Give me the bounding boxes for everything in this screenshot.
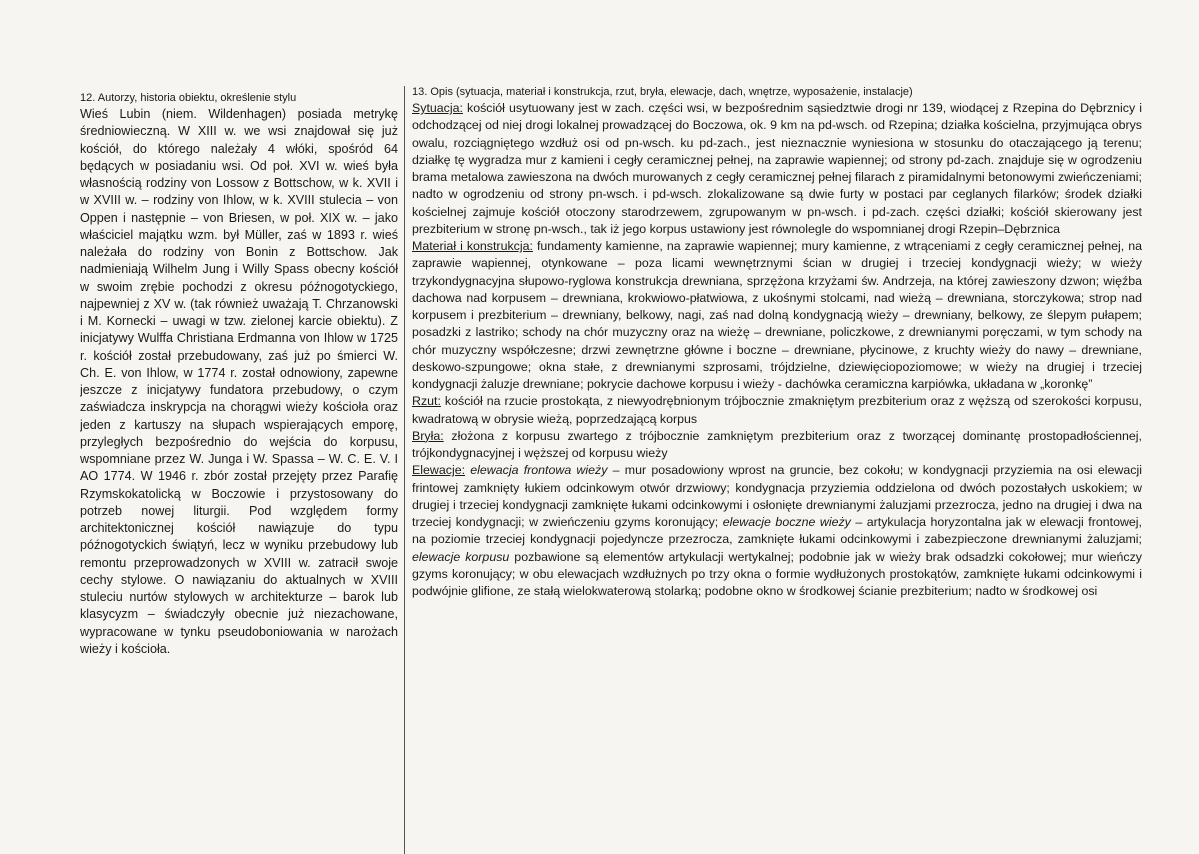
- paragraph-material: [412, 238, 1142, 393]
- label-material: Materiał i konstrukcja:: [412, 239, 533, 253]
- label-bryla: Bryła:: [412, 428, 444, 443]
- text-sytuacja: kościół usytuowany jest w zach. części wsi, w bezpośrednim sąsiedztwie drogi nr 139, wiodącej z Rzepina do Dębrznicy i odchodzącej od niej drogi lokalnej prowadzącej do Boczowa, ok. 9 km na pd-wsch. od Rzepina; działka kościelna, przyjmująca obrys owalu, rozciągniętego wzdłuż osi od pn-wsch. ku pd-zach., jest nieznacznie wyniesiona w stosunku do otaczającego ją terenu; działkę tę wygradza mur z kamieni i cegły ceramicznej pełnej, na zaprawie wapiennej; od strony pd-zach. znajduje się w ogrodzeniu brama metalowa zawieszona na dwóch murowanych z cegły ceramicznej pełnej filarach z piramidalnymi betonowymi zwieńczeniami; nadto w ogrodzeniu od strony pn-wsch. i pd-wsch. zlokalizowane są dwie furty w postaci par ceglanych filarków; środek działki kościelnej zajmuje kościół otoczony starodrzewem, zgrupowanym w pn-wsch. i pd-zach. części działki; kościół skierowany jest prezbiterium w stronę pn-wsch., tak iż jego korpus ustawiony jest równolegle do wspomnianej drogi Rzepin–Dębrznica: [412, 101, 1142, 236]
- text-bryla: złożona z korpusu zwartego z trójbocznie zamkniętym prezbiterium oraz z tworzącej dominantę prostopadłościennej, trójkondygnacyjnej i węższej od korpusu wieży: [412, 428, 1142, 460]
- text-elewacje-1: – mur posadowiony wprost na gruncie, bez cokołu; w kondygnacji przyziemia na osi elewacji frintowej zamknięty łukiem odcinkowym otwór drzwiowy; kondygnacja przyziemia oddzielona od dwóch pozostałych uskokiem; w drugiej i trzeciej kondygnacji zamknięte łukami odcinkowymi i osłonięte drewnianymi żaluzjami przezrocza, jedno na drugiej i dwa na trzeciej kondygnacji; w zwieńczeniu gzyms koronujący;: [412, 463, 1142, 529]
- column-divider: [404, 86, 405, 854]
- label-elewacje: Elewacje:: [412, 463, 466, 478]
- paragraph-bryla: [412, 428, 1142, 463]
- text-elewacje-frontowa: elewacja frontowa wieży: [465, 463, 608, 478]
- label-rzut: Rzut:: [412, 394, 441, 409]
- text-rzut: kościół na rzucie prostokąta, z niewyodrębnionym trójbocznie zmakniętym prezbiterium oraz z węższą od szerokości korpusu, kwadratową w obrysie wieżą, poprzedzającą korpus: [412, 394, 1142, 426]
- paragraph-rzut: [412, 393, 1142, 428]
- section-12-body: Wieś Lubin (niem. Wildenhagen) posiada metrykę średniowieczną. W XIII w. we wsi znajdował się już kościół, do którego należały 4 włóki, spośród 64 będących w posiadaniu wsi. Od poł. XVI w. wieś była własnością rodziny von Lossow z Bottschow, w k. XVII i w XVIII w. – rodziny von Ihlow, w k. XVIII stulecia – von Oppen i następnie – von Briesen, w poł. XIX w. – jako właściciel majątku wzm. był Müller, zaś w 1893 r. wieś należała do rodziny von Bonin z Bottschow. Jak nadmieniają Wilhelm Jung i Willy Spass obecny kościół w swoim zrębie pochodzi z okresu późnogotyckiego, najpewniej z XV w. (tak również uważają T. Chrzanowski i M. Kornecki – uwagi w tzw. zielonej karcie obiektu). Z inicjatywy Wulffa Christiana Erdmanna von Ihlow w 1725 r. kościół został przebudowany, zaś już po śmierci W. Ch. E. von Ihlow, w 1774 r. został odnowiony, zapewne jeszcze z inicjatywy fundatora przebudowy, o czym zaświadcza inskrypcja na chorągwi wieży kościoła oraz jeden z kartuszy na słupach wspierających emporę, przyległych bezpośrednio do wejścia do korpusu, wspomniane przez W. Junga i W. Spassa – W. C. E. V. I AO 1774. W 1946 r. zbór został przejęty przez Parafię Rzymskokatolicką w Boczowie i przystosowany do potrzeb nowej liturgii. Pod względem formy architektonicznej kościół nawiązuje do typu późnogotyckich świątyń, lecz w wyniku przebudowy lub remontu przeprowadzonych w XVIII w. zatracił swoje cechy stylowe. O nawiązaniu do aktualnych w XVIII stuleciu nurtów stylowych w architekturze – barok lub klasycyzm – świadczyły obecnie już niezachowane, wypracowane w tynku pseudoboniowania w narożach wieży i kościoła.: [80, 107, 398, 656]
- column-history: [80, 92, 398, 852]
- section-12-heading: 12. Autorzy, historia obiektu, określenie stylu: [80, 92, 297, 104]
- text-material: fundamenty kamienne, na zaprawie wapiennej; mury kamienne, z wtrąceniami z cegły ceramicznej pełnej, na zaprawie wapiennej, otynkowane – poza licami wewnętrznymi ścian w drugiej i trzeciej kondygnacji wieży; w wieży trzykondygnacyjna słupowo-ryglowa konstrukcja drewniana, sprzężona krzyżami św. Andrzeja, na której zawieszony dzwon; więźba dachowa nad korpusem – drewniana, krokwiowo-płatwiowa, z ukośnymi stolcami, nad wieżą – drewniana, storczykowa; strop nad korpusem i prezbiterium – drewniany, belkowy, nagi, zaś nad dolną kondygnacją wieży – drewniany, belkowy, ze ślepym pułapem; posadzki z lastriko; schody na chór muzyczny oraz na wieżę – drewniane, policzkowe, z drewnianymi poręczami, w tym schody na chór muzyczny współczesne; drzwi zewnętrzne główne i boczne – drewniane, płycinowe, z kruchty wieży do nawy – drewniane, deskowo-szpungowe; okna stałe, z drewnianymi szprosami, trójdzielne, dziewięciopoziomowe; w wieży na drugiej i trzeciej kondygnacji żaluzje drewniane; pokrycie dachowe korpusu i wieży - dachówka ceramiczna karpiówka, układana w „koronkę”: [412, 239, 1142, 391]
- paragraph-elewacje: [412, 462, 1142, 600]
- section-13-body: [412, 100, 1142, 600]
- text-elewacje-korpusu: elewacje korpusu: [412, 549, 510, 564]
- text-elewacje-boczne: elewacje boczne wieży: [718, 515, 851, 529]
- label-sytuacja: Sytuacja:: [412, 101, 463, 115]
- column-description: [412, 86, 1142, 854]
- section-13-heading: 13. Opis (sytuacja, materiał i konstrukcja, rzut, bryła, elewacje, dach, wnętrze, wyposażenie, instalacje): [412, 86, 913, 98]
- text-elewacje-3: pozbawione są elementów artykulacji wertykalnej; podobnie jak w wieży brak odsadzki cokołowej; mur wieńczy gzyms koronujący; w obu elewacjach wzdłużnych po trzy okna o formie wydłużonych prostokątów, zamknięte łukami odcinkowymi i podwójnie glifione, ze stałą wielokwaterową stolarką; podobne okno w środkowej ścianie prezbiterium; nadto w środkowej osi: [412, 549, 1142, 598]
- text-elewacje-2: – artykulacja horyzontalna jak w elewacji frontowej, na poziomie trzeciej kondygnacji pojedyncze przezrocza, zamknięte łukami odcinkowymi i zabezpieczone drewnianymi żaluzjami;: [412, 515, 1142, 547]
- paragraph-sytuacja: [412, 100, 1142, 238]
